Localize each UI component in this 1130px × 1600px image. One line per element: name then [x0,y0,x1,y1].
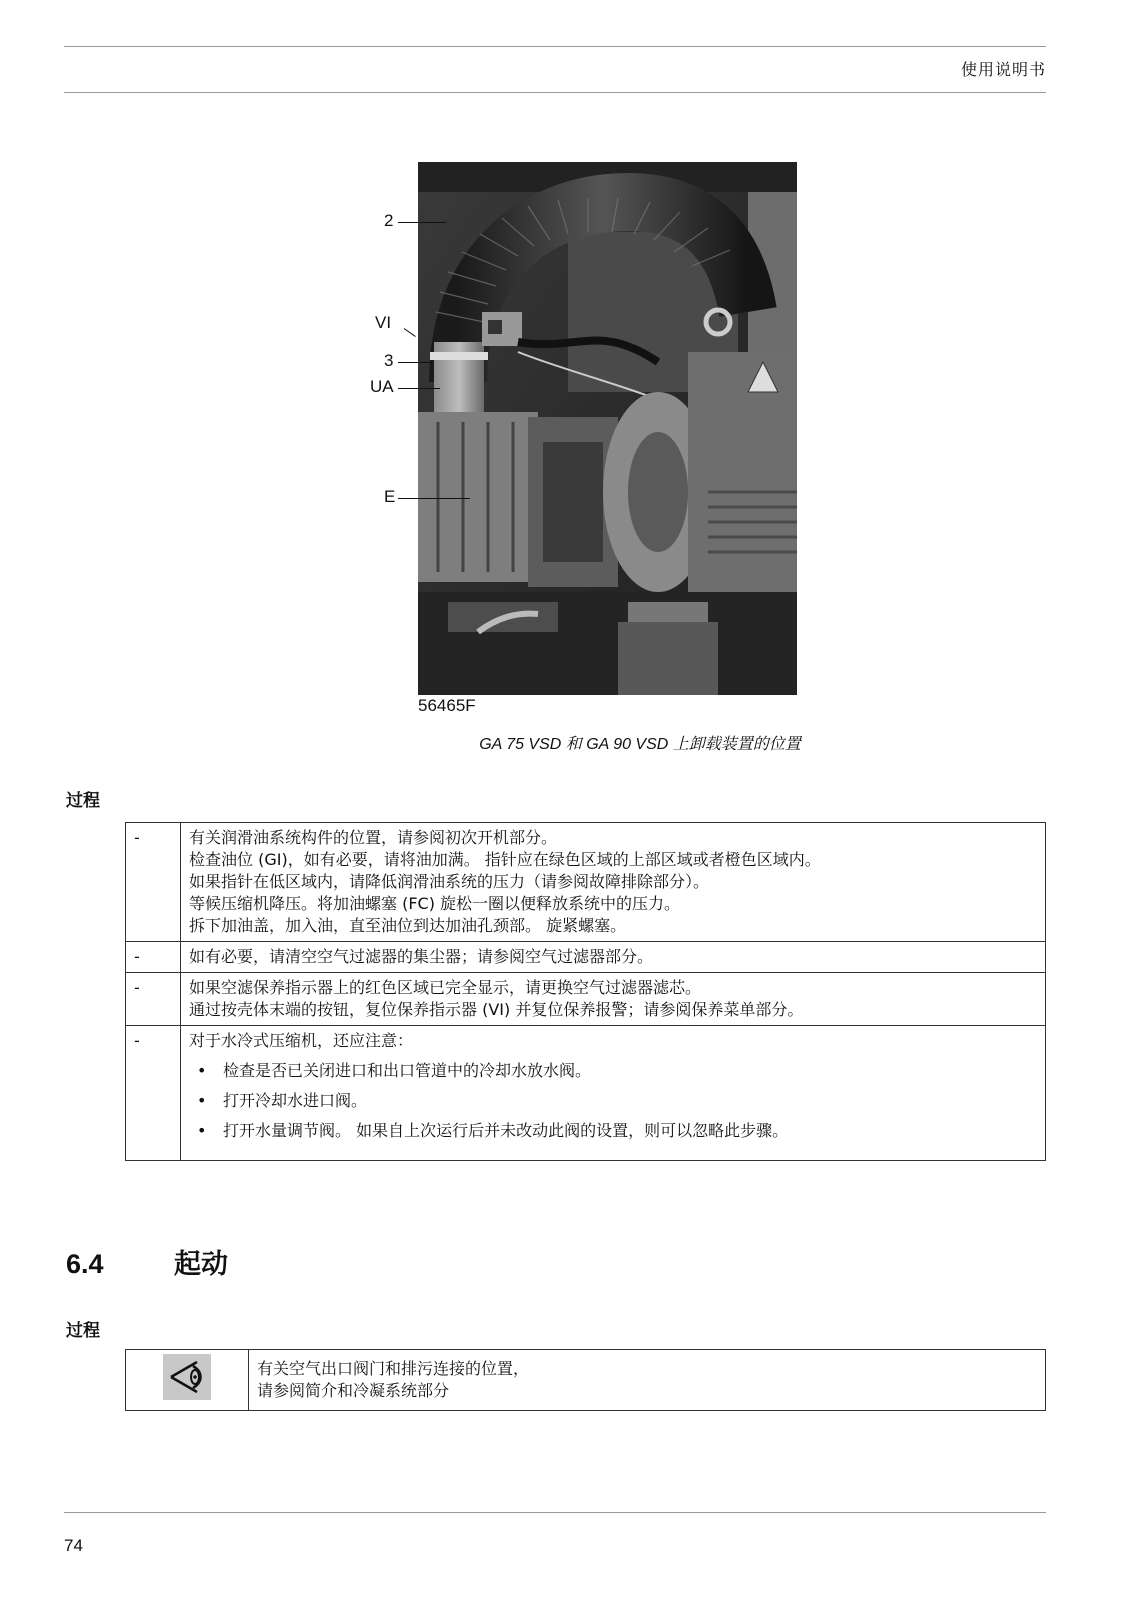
bullet-item: • 打开冷却水进口阀。 [197,1090,1037,1112]
figure-code: 56465F [418,696,476,715]
table-row [126,1350,1046,1411]
callout-vi: VI [375,313,392,332]
section-heading [66,1242,228,1281]
callout-3: 3 [384,351,394,370]
figure-caption [0,731,1130,754]
text-line: 拆下加油盖，加入油，直至油位到达加油孔颈部。 旋紧螺塞。 [189,916,627,935]
row-marker: - [126,1026,181,1161]
note-text-cell [249,1350,1046,1411]
table-row [126,942,1046,973]
note-icon-cell [126,1350,249,1411]
text-line: 检查油位 (GI)，如有必要，请将油加满。 指针应在绿色区域的上部区域或者橙色区域内。 [189,850,821,869]
row-content [181,973,1046,1026]
table-row [126,973,1046,1026]
table-row [126,823,1046,942]
text-line: 等候压缩机降压。将加油螺塞 (FC) 旋松一圈以便释放系统中的压力。 [189,894,681,913]
eye-icon [163,1354,211,1400]
figure-caption-text: GA 75 VSD 和 GA 90 VSD 上卸载装置的位置 [479,736,801,753]
text-line: 如果空滤保养指示器上的红色区域已完全显示，请更换空气过滤器滤芯。 [189,978,702,997]
text-line: 如果指针在低区域内，请降低润滑油系统的压力（请参阅故障排除部分）。 [189,872,710,891]
callout-line-3 [398,362,432,363]
callout-line-ua [398,388,440,389]
callout-line-vi [404,328,416,337]
footer-rule [64,1512,1046,1513]
procedure-table [125,822,1046,1161]
callout-e: E [384,487,396,506]
callout-ua: UA [370,377,394,396]
bullet-item: • 打开水量调节阀。 如果自上次运行后并未改动此阀的设置，则可以忽略此步骤。 [197,1120,1037,1142]
row-marker: - [126,973,181,1026]
procedure-heading: 过程 [66,1321,100,1341]
row-marker: - [126,823,181,942]
callout-line-e [398,498,470,499]
table-row [126,1026,1046,1161]
row-marker: - [126,942,181,973]
note-table [125,1349,1046,1411]
section-title: 起动 [174,1249,228,1280]
procedure-heading: 过程 [66,791,100,811]
header-top-rule [64,46,1046,47]
unloader-photo [418,162,797,695]
callout-line-2 [398,222,446,223]
row-content [181,1026,1046,1161]
header-title: 使用说明书 [960,60,1046,79]
section-number: 6.4 [66,1249,104,1279]
text-line: 如有必要，请清空空气过滤器的集尘器；请参阅空气过滤器部分。 [189,947,654,966]
text-line: 通过按壳体末端的按钮，复位保养指示器 (VI) 并复位保养报警；请参阅保养菜单部分。 [189,1000,804,1019]
page-number: 74 [64,1536,83,1555]
note-line: 请参阅简介和冷凝系统部分 [257,1381,450,1400]
bullet-item: • 检查是否已关闭进口和出口管道中的冷却水放水阀。 [197,1060,1037,1082]
text-line: 对于水冷式压缩机，还应注意： [189,1031,414,1050]
text-line: 有关润滑油系统构件的位置，请参阅初次开机部分。 [189,828,558,847]
callout-2: 2 [384,211,394,230]
header-bottom-rule [64,92,1046,93]
row-content [181,942,1046,973]
row-content [181,823,1046,942]
note-line: 有关空气出口阀门和排污连接的位置， [257,1359,530,1378]
